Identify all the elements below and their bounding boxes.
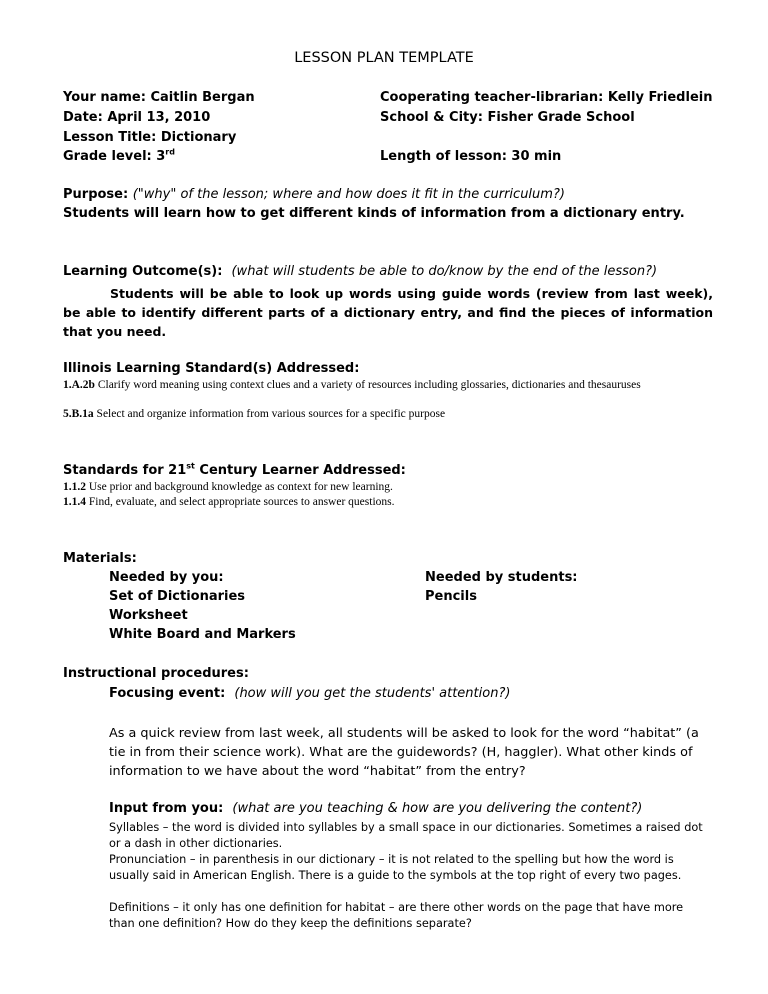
needed-by-students-heading: Needed by students:	[425, 570, 578, 585]
purpose-line	[63, 187, 565, 202]
material-item: Pencils	[425, 589, 477, 604]
illinois-item: 1.A.2b Clarify word meaning using context clues and a variety of resources including glossaries, dictionaries and thesauruses	[63, 379, 641, 391]
cooperating-teacher: Cooperating teacher-librarian: Kelly Friedlein	[380, 90, 713, 105]
input-line	[109, 801, 642, 816]
purpose-text: Students will learn how to get different kinds of information from a dictionary entry.	[63, 206, 685, 221]
purpose-prompt: ("why" of the lesson; where and how does it fit in the curriculum?)	[132, 187, 565, 202]
outcomes-text: Students will be able to look up words using guide words (review from last week), be able to identify different parts of a dictionary entry, and find the pieces of information that you need.	[63, 286, 713, 339]
input-label: Input from you:	[109, 801, 224, 816]
school-city: School & City: Fisher Grade School	[380, 110, 635, 125]
input-paragraph: Definitions – it only has one definition for habitat – are there other words on the page that have more than one definition? How do they keep the definitions separate?	[109, 901, 684, 930]
focusing-line	[109, 686, 510, 701]
illinois-item: 5.B.1a Select and organize information from various sources for a specific purpose	[63, 408, 446, 420]
input-prompt: (what are you teaching & how are you delivering the content?)	[232, 801, 643, 816]
century-heading: Standards for 21st Century Learner Addressed:	[63, 461, 406, 478]
material-item: White Board and Markers	[109, 627, 296, 642]
materials-label: Materials:	[63, 551, 137, 566]
focusing-label: Focusing event:	[109, 686, 226, 701]
procedures-label: Instructional procedures:	[63, 666, 249, 681]
material-item: Set of Dictionaries	[109, 589, 246, 604]
needed-by-you-heading: Needed by you:	[109, 570, 224, 585]
material-item: Worksheet	[109, 608, 188, 623]
outcomes-line	[63, 264, 657, 279]
outcomes-label: Learning Outcome(s):	[63, 264, 223, 279]
focusing-prompt: (how will you get the students' attention?)	[234, 686, 511, 701]
illinois-heading: Illinois Learning Standard(s) Addressed:	[63, 361, 360, 376]
grade-level: Grade level: 3rd	[63, 147, 175, 164]
outcomes-prompt: (what will students be able to do/know by the end of the lesson?)	[231, 264, 658, 279]
century-item: 1.1.2 Use prior and background knowledge as context for new learning.	[63, 481, 393, 493]
century-item: 1.1.4 Find, evaluate, and select appropriate sources to answer questions.	[63, 496, 395, 508]
your-name: Your name: Caitlin Bergan	[63, 90, 255, 105]
purpose-label: Purpose:	[63, 187, 129, 202]
focusing-text: As a quick review from last week, all students will be asked to look for the word “habitat” (a tie in from their science work). What are the guidewords? (H, haggler). What other kinds of information to we have about the word “habitat” from the entry?	[109, 726, 699, 779]
lesson-title: Lesson Title: Dictionary	[63, 130, 237, 145]
input-paragraph: Pronunciation – in parenthesis in our dictionary – it is not related to the spelling but how the word is usually said in American English. There is a guide to the symbols at the top right of every two pages.	[109, 853, 682, 882]
date: Date: April 13, 2010	[63, 110, 211, 125]
lesson-length: Length of lesson: 30 min	[380, 149, 562, 164]
page-title: LESSON PLAN TEMPLATE	[294, 50, 474, 66]
input-paragraph: Syllables – the word is divided into syllables by a small space in our dictionaries. Sometimes a raised dot or a dash in other dictionaries.	[109, 821, 703, 850]
